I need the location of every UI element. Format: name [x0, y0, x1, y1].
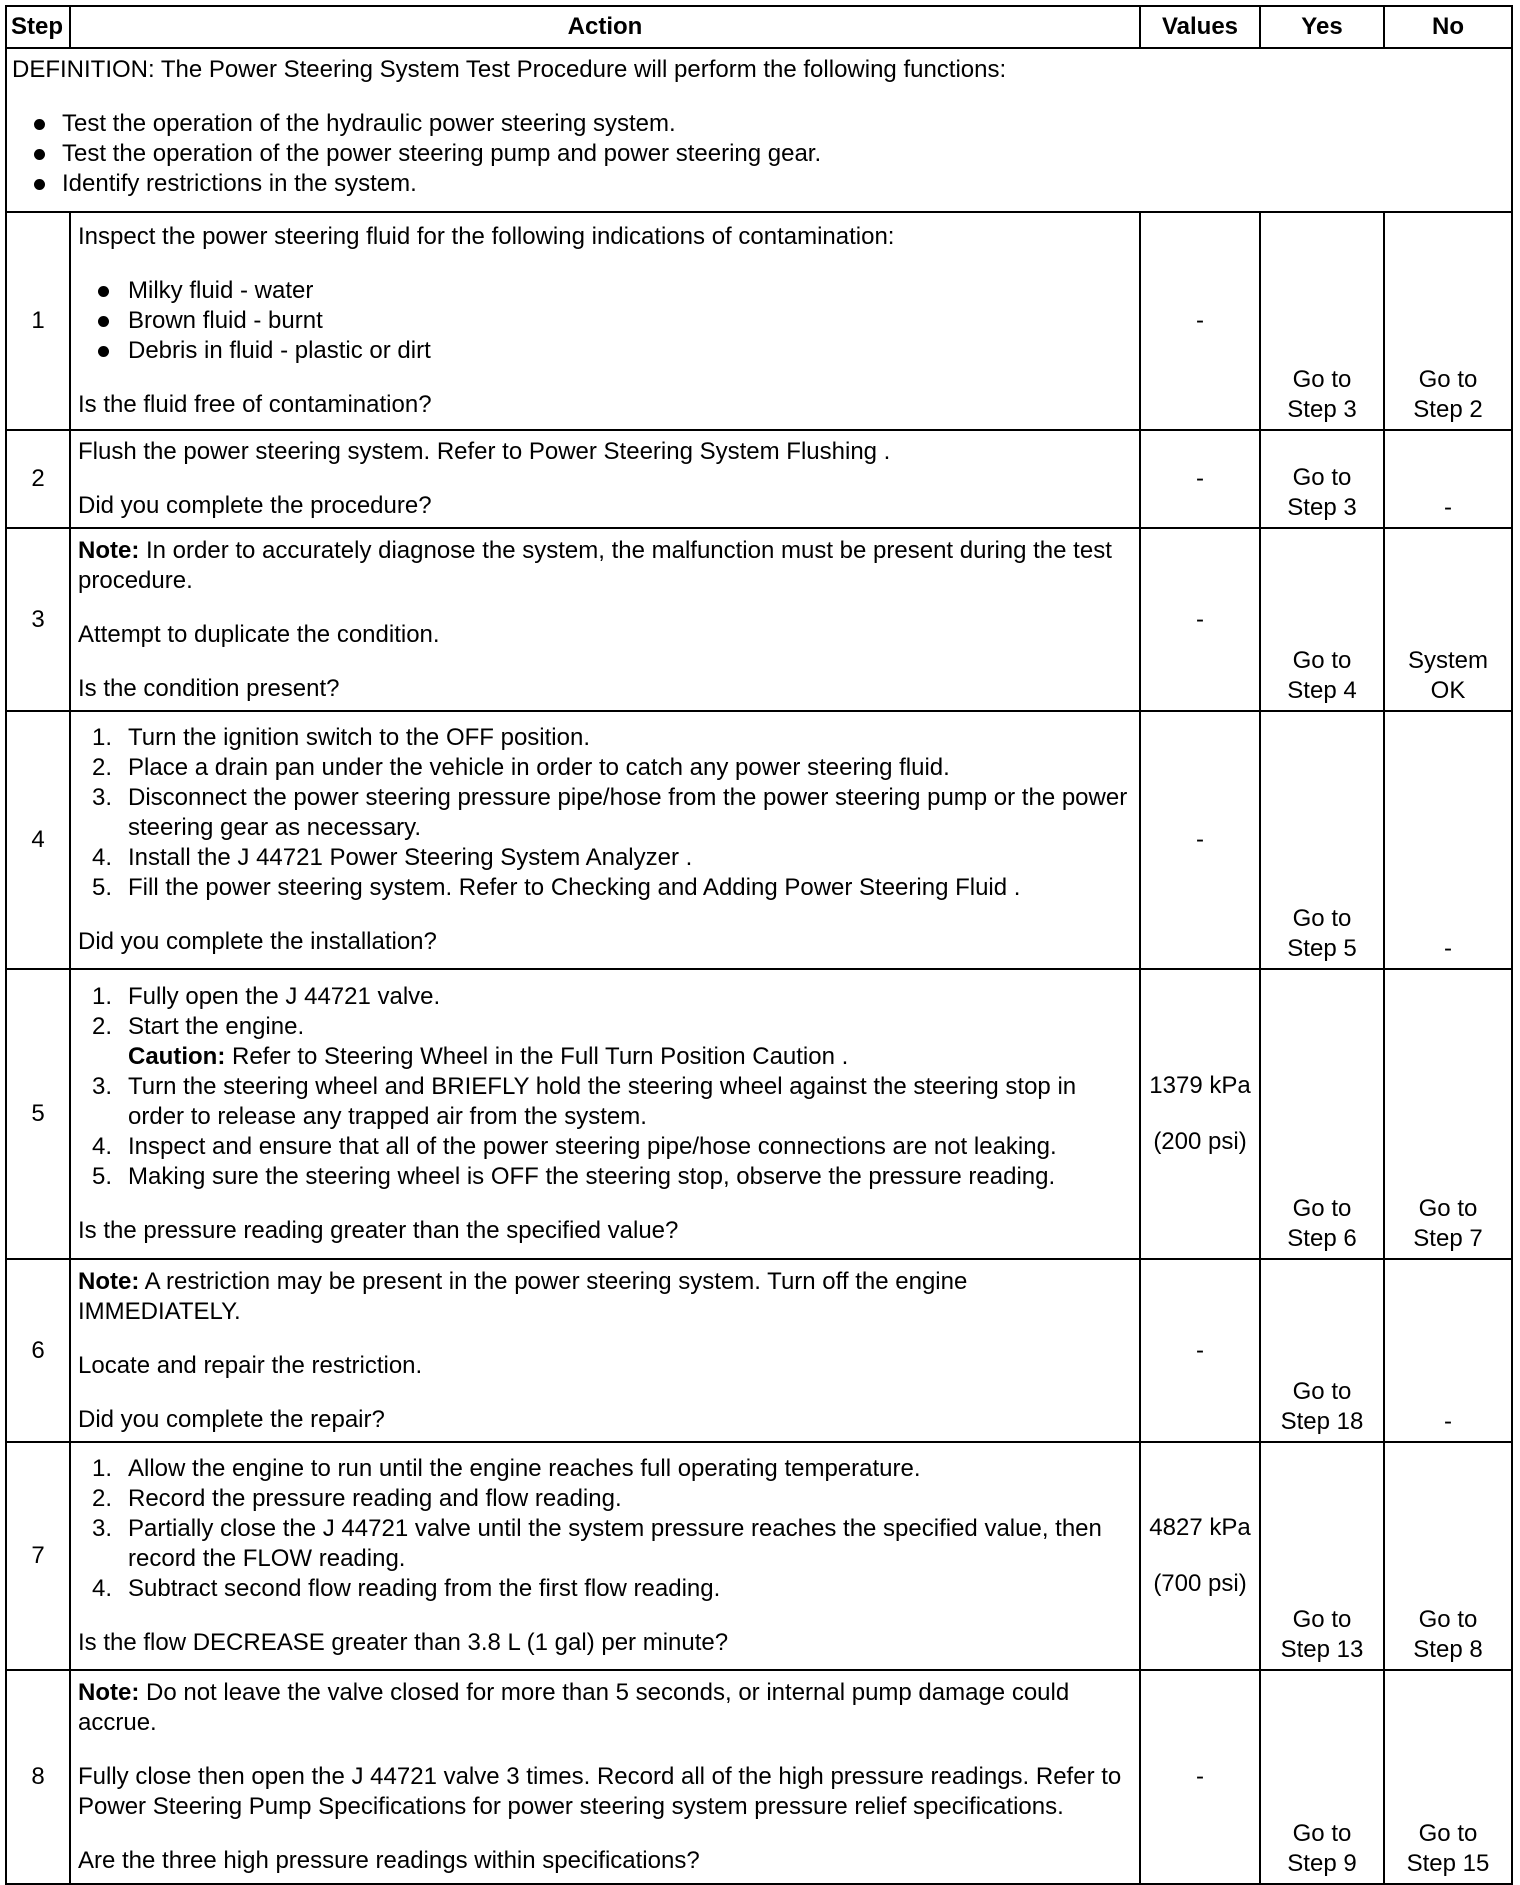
- yes-go-to: Go to: [1292, 905, 1352, 932]
- yes-go-to: Go to: [1292, 1195, 1352, 1222]
- yes-step: Step 3: [1287, 494, 1357, 521]
- yes-step: Step 5: [1287, 935, 1357, 962]
- value-imperial: (200 psi): [1153, 1128, 1247, 1155]
- value-cell: -: [1140, 212, 1260, 430]
- no-step: Step 15: [1406, 1850, 1490, 1877]
- step-number: 8: [6, 1670, 70, 1884]
- action-question: Is the condition present?: [78, 674, 340, 702]
- no-step: Step 7: [1413, 1225, 1483, 1252]
- yes-go-to: Go to: [1292, 1378, 1352, 1405]
- step-row-2: [6, 430, 1512, 528]
- action-step-item: 4. Inspect and ensure that all of the power steering pipe/hose connections are not leaking.: [92, 1133, 1057, 1160]
- action-step-item: 5. Fill the power steering system. Refer to Checking and Adding Power Steering Fluid .: [92, 874, 1021, 901]
- definition-bullets: [12, 109, 1506, 199]
- action-cell: [70, 711, 1140, 969]
- yes-step: Step 3: [1287, 396, 1357, 423]
- action-question: Are the three high pressure readings within specifications?: [78, 1847, 700, 1874]
- step-number: 5: [6, 969, 70, 1259]
- definition-row: [6, 48, 1512, 212]
- action-step-item: 2. Start the engine. Caution: Refer to Steering Wheel in the Full Turn Position Caution .: [92, 1013, 849, 1070]
- action-step-item: 1. Turn the ignition switch to the OFF position.: [92, 724, 590, 751]
- action-step-item: 4. Install the J 44721 Power Steering System Analyzer .: [92, 844, 693, 871]
- value-cell: -: [1140, 528, 1260, 711]
- procedure-page: [5, 5, 1511, 1885]
- note-paragraph: [78, 1267, 1132, 1327]
- yes-go-to: Go to: [1292, 647, 1352, 674]
- note-paragraph: [78, 536, 1132, 596]
- yes-cell: [1260, 430, 1384, 528]
- definition-bullet: Identify restrictions in the system.: [12, 169, 1506, 199]
- no-cell: [1384, 969, 1512, 1259]
- step-row-1: [6, 212, 1512, 430]
- step-row-6: [6, 1259, 1512, 1442]
- action-bullet: Milky fluid - water: [78, 276, 1132, 306]
- diagnostic-table: [5, 5, 1513, 1885]
- yes-cell: [1260, 969, 1384, 1259]
- step-number: 4: [6, 711, 70, 969]
- note-label: Note:: [78, 1679, 140, 1706]
- step-number: 6: [6, 1259, 70, 1442]
- action-bullet: Brown fluid - burnt: [78, 306, 1132, 336]
- action-cell: [70, 212, 1140, 430]
- yes-step: Step 6: [1287, 1225, 1357, 1252]
- action-step-item: 4. Subtract second flow reading from the first flow reading.: [92, 1575, 721, 1602]
- yes-go-to: Go to: [1292, 1820, 1352, 1847]
- action-step-item: 1. Allow the engine to run until the engine reaches full operating temperature.: [92, 1455, 921, 1482]
- action-bullet: Debris in fluid - plastic or dirt: [78, 336, 1132, 366]
- action-cell: [70, 1259, 1140, 1442]
- value-cell: -: [1140, 430, 1260, 528]
- no-cell: -: [1384, 1259, 1512, 1442]
- no-cell: [1384, 1442, 1512, 1670]
- action-step-item: 2. Place a drain pan under the vehicle in order to catch any power steering fluid.: [92, 754, 950, 781]
- yes-cell: [1260, 528, 1384, 711]
- yes-go-to: Go to: [1292, 1606, 1352, 1633]
- value-cell: -: [1140, 1259, 1260, 1442]
- action-step-item: 3. Turn the steering wheel and BRIEFLY hold the steering wheel against the steering stop in order to release any trapped air from the system.: [92, 1073, 1077, 1130]
- step-number: 1: [6, 212, 70, 430]
- action-text: Attempt to duplicate the condition.: [78, 620, 440, 648]
- yes-step: Step 13: [1280, 1636, 1364, 1663]
- step-number: 7: [6, 1442, 70, 1670]
- step-number: 2: [6, 430, 70, 528]
- yes-step: Step 4: [1287, 677, 1357, 704]
- value-metric: 4827 kPa: [1149, 1514, 1251, 1541]
- yes-cell: [1260, 1259, 1384, 1442]
- yes-go-to: Go to: [1292, 366, 1352, 393]
- note-text: A restriction may be present in the power steering system. Turn off the engine IMMEDIATELY.: [78, 1267, 968, 1325]
- caution-label: Caution:: [128, 1043, 226, 1070]
- action-cell: [70, 1670, 1140, 1884]
- definition-bullet: Test the operation of the hydraulic power steering system.: [12, 109, 1506, 139]
- definition-cell: [6, 48, 1512, 212]
- value-cell: -: [1140, 711, 1260, 969]
- yes-cell: [1260, 1670, 1384, 1884]
- action-question: Is the flow DECREASE greater than 3.8 L (1 gal) per minute?: [78, 1629, 729, 1656]
- step-row-5: [6, 969, 1512, 1259]
- no-cell: [1384, 528, 1512, 711]
- action-step-item: 3. Partially close the J 44721 valve until the system pressure reaches the specified value, then record the FLOW reading.: [92, 1515, 1102, 1572]
- step-row-3: [6, 528, 1512, 711]
- no-cell: -: [1384, 711, 1512, 969]
- no-cell: -: [1384, 430, 1512, 528]
- no-step: Step 8: [1413, 1636, 1483, 1663]
- definition-text: DEFINITION: The Power Steering System Test Procedure will perform the following functions:: [12, 56, 1007, 83]
- yes-cell: [1260, 212, 1384, 430]
- no-result-line1: System: [1407, 647, 1488, 674]
- header-yes: Yes: [1260, 6, 1384, 48]
- yes-step: Step 18: [1280, 1408, 1364, 1435]
- note-text: Do not leave the valve closed for more than 5 seconds, or internal pump damage could accrue.: [78, 1679, 1070, 1736]
- action-cell: [70, 528, 1140, 711]
- action-question: Is the fluid free of contamination?: [78, 391, 432, 418]
- action-text: Flush the power steering system. Refer to Power Steering System Flushing .: [78, 438, 891, 465]
- no-cell: [1384, 212, 1512, 430]
- value-imperial: (700 psi): [1153, 1570, 1247, 1597]
- action-step-item: 5. Making sure the steering wheel is OFF the steering stop, observe the pressure reading.: [92, 1163, 1056, 1190]
- no-result-line2: OK: [1430, 677, 1466, 704]
- caution-text: Refer to Steering Wheel in the Full Turn Position Caution .: [225, 1043, 849, 1070]
- action-steps: [78, 982, 1132, 1192]
- action-question: Did you complete the repair?: [78, 1405, 385, 1433]
- header-values: Values: [1140, 6, 1260, 48]
- no-go-to: Go to: [1418, 1820, 1478, 1847]
- no-go-to: Go to: [1418, 1606, 1478, 1633]
- no-cell: [1384, 1670, 1512, 1884]
- action-question: Is the pressure reading greater than the specified value?: [78, 1217, 679, 1244]
- header-no: No: [1384, 6, 1512, 48]
- note-paragraph: [78, 1678, 1132, 1738]
- step-row-4: [6, 711, 1512, 969]
- yes-cell: [1260, 1442, 1384, 1670]
- note-label: Note:: [78, 1267, 140, 1295]
- step-number: 3: [6, 528, 70, 711]
- yes-cell: [1260, 711, 1384, 969]
- action-steps: [78, 723, 1132, 903]
- action-cell: [70, 1442, 1140, 1670]
- no-step: Step 2: [1413, 396, 1483, 423]
- step-row-8: [6, 1670, 1512, 1884]
- header-action: Action: [70, 6, 1140, 48]
- action-text: Locate and repair the restriction.: [78, 1351, 423, 1379]
- action-cell: [70, 430, 1140, 528]
- value-cell: [1140, 1442, 1260, 1670]
- yes-step: Step 9: [1287, 1850, 1357, 1877]
- note-label: Note:: [78, 536, 140, 564]
- action-step-item: 2. Record the pressure reading and flow reading.: [92, 1485, 622, 1512]
- yes-go-to: Go to: [1292, 464, 1352, 491]
- value-cell: -: [1140, 1670, 1260, 1884]
- action-step-item: 3. Disconnect the power steering pressure pipe/hose from the power steering pump or the power steering gear as necessary.: [92, 784, 1128, 841]
- action-text: Fully close then open the J 44721 valve 3 times. Record all of the high pressure readings. Refer to Power Steering Pump Specifications for power steering system pressure relief specifications.: [78, 1763, 1122, 1820]
- action-steps: [78, 1454, 1132, 1604]
- action-intro: Inspect the power steering fluid for the following indications of contamination:: [78, 223, 895, 250]
- no-go-to: Go to: [1418, 1195, 1478, 1222]
- action-step-item: 1. Fully open the J 44721 valve.: [92, 983, 441, 1010]
- value-cell: [1140, 969, 1260, 1259]
- note-text: In order to accurately diagnose the system, the malfunction must be present during the test procedure.: [78, 536, 1112, 594]
- no-go-to: Go to: [1418, 366, 1478, 393]
- value-metric: 1379 kPa: [1149, 1072, 1251, 1099]
- action-cell: [70, 969, 1140, 1259]
- header-step: Step: [6, 6, 70, 48]
- action-question: Did you complete the procedure?: [78, 492, 432, 519]
- step-row-7: [6, 1442, 1512, 1670]
- action-question: Did you complete the installation?: [78, 928, 437, 955]
- action-bullets: [78, 276, 1132, 366]
- header-row: [6, 6, 1512, 48]
- definition-bullet: Test the operation of the power steering pump and power steering gear.: [12, 139, 1506, 169]
